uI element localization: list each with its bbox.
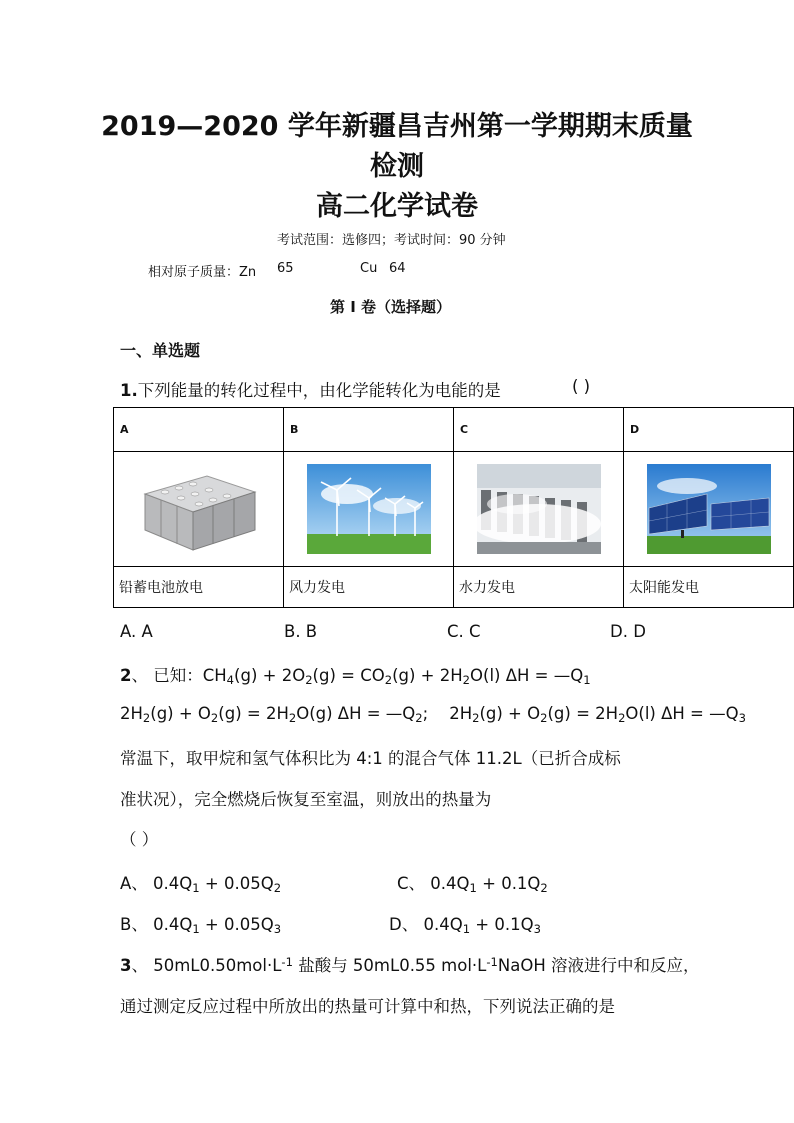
q3-line-2: 通过测定反应过程中所放出的热量可计算中和热，下列说法正确的是	[120, 997, 615, 1016]
label-d: 太阳能发电	[624, 567, 794, 608]
q2-line-2: $2H_2(g) + O_2(g) = 2H_2O(g) \Delta H$ = $—Q_2$; $2H_2(g) + O_2(g) = 2H_2O(l) \Delta H$ = $—Q_3$	[120, 704, 746, 725]
q2-choice-b[interactable]: B、 $0.4Q_1 + 0.05Q_3$	[120, 915, 282, 936]
part-title: 一、单选题	[120, 341, 201, 360]
wind-turbines-image	[307, 464, 431, 554]
zn-value: 65	[277, 261, 294, 276]
q2-choice-c[interactable]: C、 $0.4Q_1 + 0.1Q_2$	[397, 874, 548, 895]
q1-stem: 1.下列能量的转化过程中，由化学能转化为电能的是	[120, 381, 501, 400]
q2-blank: （ ）	[120, 830, 159, 849]
q3-line-1: 3、 $50mL0.50mol\cdot L^{-1}$ 盐酸与 50mL0.55 $mol\cdot L^{-1}NaOH$ 溶液进行中和反应，	[120, 954, 700, 975]
q1-blank: ( )	[572, 377, 591, 396]
hydro-dam-image	[477, 464, 601, 554]
lead-acid-battery-image	[137, 464, 261, 554]
q2-choice-d[interactable]: D、 $0.4Q_1 + 0.1Q_3$	[389, 915, 541, 936]
q1-choice-c[interactable]: C. C	[447, 622, 481, 641]
q1-choice-b[interactable]: B. B	[284, 622, 318, 641]
solar-panels-image	[647, 464, 771, 554]
q2-line-4: 准状况），完全燃烧后恢复至室温，则放出的热量为	[120, 790, 492, 809]
q1-options-table	[113, 407, 794, 608]
q2-line-1: 2、 已知：$CH_4(g) + 2O_2(g) = CO_2(g) + 2H_2O(l) \Delta H$ = $—Q_1$	[120, 666, 591, 687]
volume-title: 第 I 卷（选择题）	[330, 298, 452, 316]
label-b: 风力发电	[284, 567, 454, 608]
atomic-mass-label: 相对原子质量：Zn	[148, 265, 257, 280]
title-line-1: 2019—2020 学年新疆昌吉州第一学期期末质量	[101, 111, 693, 142]
q2-choice-a[interactable]: A、 $0.4Q_1 + 0.05Q_2$	[120, 874, 282, 895]
cu-value: 64	[389, 261, 406, 276]
label-a: 铅蓄电池放电	[114, 567, 284, 608]
cu-label: Cu	[360, 261, 378, 276]
q2-line-3: 常温下，取甲烷和氢气体积比为 4:1 的混合气体 11.2L（已折合成标	[120, 749, 621, 768]
header-b: B	[284, 408, 454, 452]
title-line-2: 检测	[370, 151, 424, 182]
header-c: C	[454, 408, 624, 452]
header-d: D	[624, 408, 794, 452]
title-line-3: 高二化学试卷	[316, 191, 478, 222]
header-a: A	[114, 408, 284, 452]
q1-choice-d[interactable]: D. D	[610, 622, 646, 641]
q1-choice-a[interactable]: A. A	[120, 622, 153, 641]
label-c: 水力发电	[454, 567, 624, 608]
exam-info: 考试范围：选修四；考试时间：90 分钟	[277, 233, 506, 248]
